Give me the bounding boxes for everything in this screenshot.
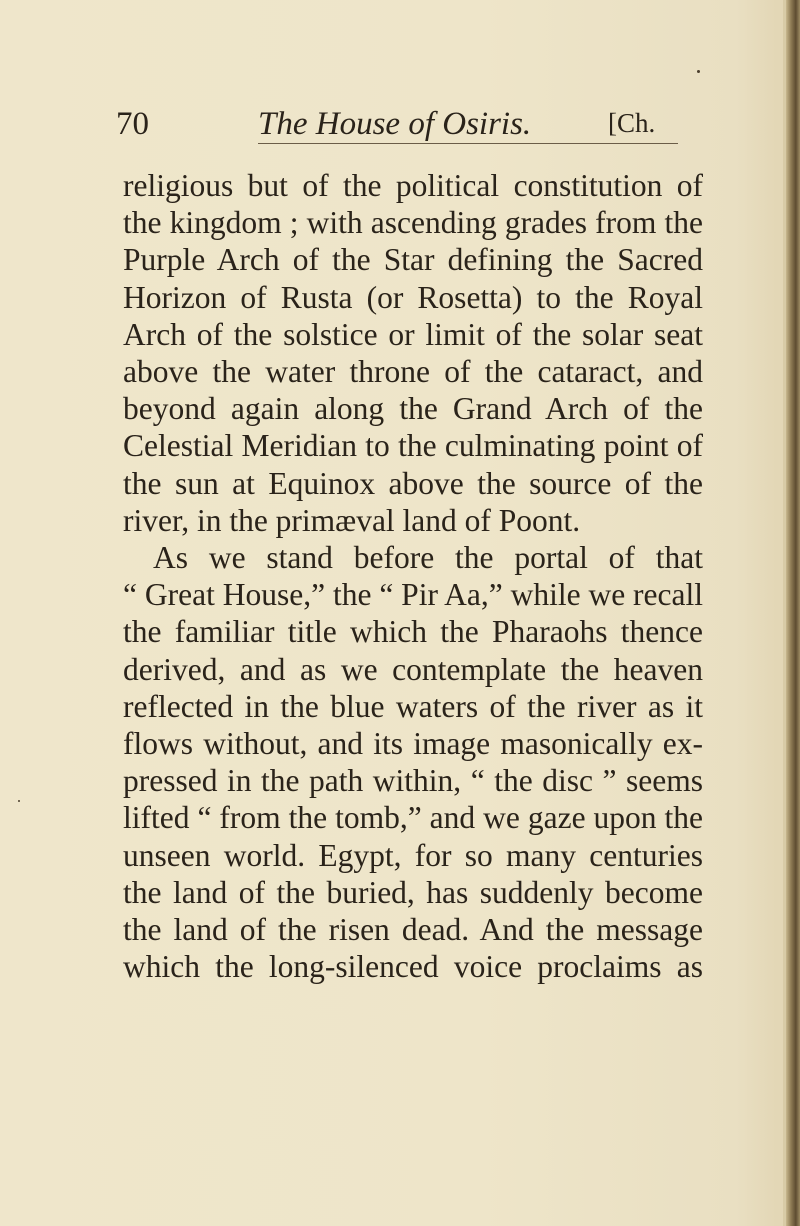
page-edge-shadow <box>786 0 800 1226</box>
body-text <box>123 167 703 985</box>
text-line: the land of the buried, has suddenly become <box>123 874 703 910</box>
text-line: unseen world. Egypt, for so many centuries <box>123 837 703 873</box>
text-line: which the long-silenced voice proclaims as <box>123 949 703 985</box>
text-line: the land of the risen dead. And the message <box>123 912 703 948</box>
text-line: the kingdom ; with ascending grades from the <box>123 205 703 241</box>
text-line: As we stand before the portal of that <box>153 540 703 576</box>
ink-speck <box>697 70 700 73</box>
page-number: 70 <box>116 106 149 142</box>
text-line: beyond again along the Grand Arch of the <box>123 391 703 427</box>
text-line: derived, and as we contemplate the heaven <box>123 651 703 687</box>
running-header <box>116 106 706 146</box>
text-line: reflected in the blue waters of the river as it <box>123 688 703 724</box>
text-line: Arch of the solstice or limit of the solar seat <box>123 316 703 352</box>
running-title: The House of Osiris. <box>258 106 532 142</box>
text-line: flows without, and its image masonically ex- <box>123 726 703 762</box>
chapter-abbreviation: [Ch. <box>608 108 656 138</box>
text-line: Horizon of Rusta (or Rosetta) to the Royal <box>123 279 703 315</box>
text-line: lifted “ from the tomb,” and we gaze upon the <box>123 800 703 836</box>
text-line: Celestial Meridian to the culminating point of <box>123 428 703 464</box>
text-line: river, in the primæval land of Poont. <box>123 502 581 538</box>
text-line: pressed in the path within, “ the disc ” seems <box>123 763 703 799</box>
text-line: Purple Arch of the Star defining the Sacred <box>123 242 703 278</box>
text-line: religious but of the political constitution of <box>123 168 703 203</box>
ink-speck <box>18 800 20 802</box>
text-line: the sun at Equinox above the source of the <box>123 465 703 501</box>
text-line: “ Great House,” the “ Pir Aa,” while we recall <box>123 577 703 613</box>
text-line: the familiar title which the Pharaohs thence <box>123 614 703 650</box>
header-rule <box>258 143 678 144</box>
text-line: above the water throne of the cataract, and <box>123 354 703 390</box>
